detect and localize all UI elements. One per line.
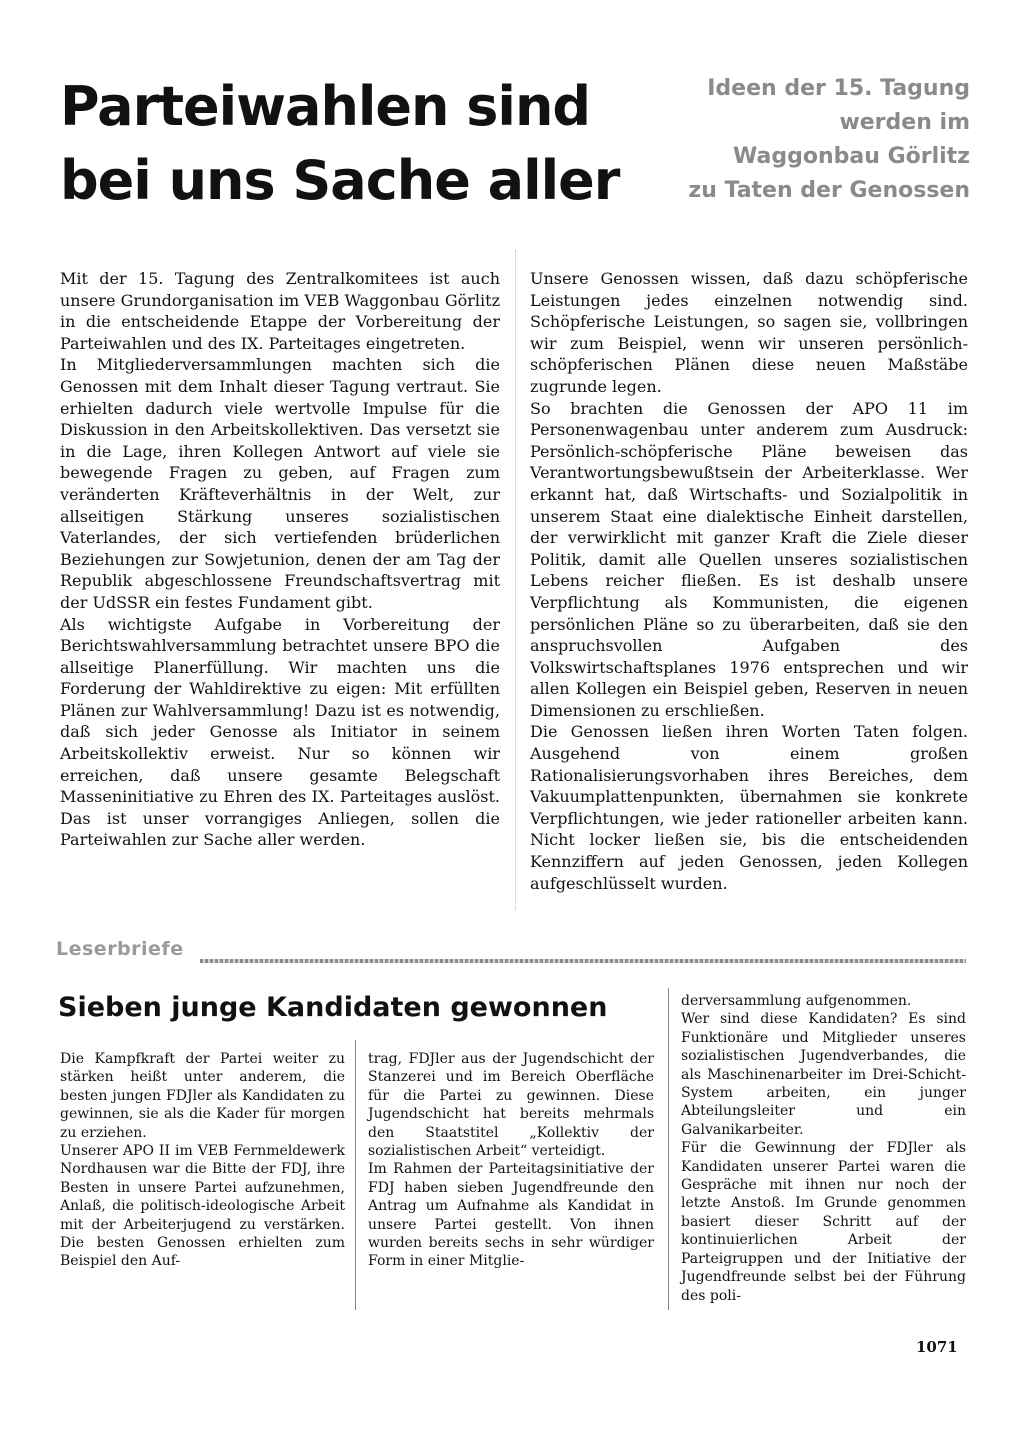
paragraph: Die Kampfkraft der Partei weiter zu stärken heißt unter anderem, die besten jungen FDJler als Kandidaten zu gewinnen, sie als die Kader für morgen zu erziehen. bbox=[60, 1051, 345, 1141]
letter-headline: Sieben junge Kandidaten gewonnen bbox=[58, 992, 608, 1023]
article-column-right bbox=[530, 268, 968, 894]
kicker-line: werden im bbox=[839, 110, 970, 135]
column-divider bbox=[668, 988, 669, 1310]
article-column-left bbox=[60, 268, 500, 851]
paragraph: derversammlung aufgenommen. bbox=[681, 993, 912, 1009]
paragraph: Wer sind diese Kandidaten? Es sind Funktionäre und Mitglieder unseres sozialistischen Jugendverbandes, die als Maschinenarbeiter im Drei-Schicht-System arbeiten, ein junger Abteilungsleiter und ein Galvanikarbeiter. bbox=[681, 1011, 966, 1138]
column-divider bbox=[515, 250, 516, 910]
letter-column-3 bbox=[681, 992, 966, 1305]
paragraph: In Mitgliederversammlungen machten sich die Genossen mit dem Inhalt dieser Tagung vertraut. Sie erhielten dadurch viele wertvolle Impulse für die Diskussion in den Arbeitskollektiven. Das versetzt sie in die Lage, ihren Kollegen Antwort auf viele sie bewegende Fragen zu geben, auf Fragen zum veränderten Kräfteverhältnis in der Welt, zur allseitigen Stärkung unseres sozialistischen Vaterlandes, der sich vertiefenden brüderlichen Beziehungen zur Sowjetunion, denen der am Tag der Republik abgeschlossene Freundschaftsvertrag mit der UdSSR ein festes Fundament gibt. bbox=[60, 355, 500, 612]
article-kicker bbox=[650, 72, 970, 208]
article-headline bbox=[60, 70, 660, 218]
section-label: Leserbriefe bbox=[56, 938, 184, 960]
paragraph: Unserer APO II im VEB Fernmeldewerk Nordhausen war die Bitte der FDJ, ihre Besten in unsere Partei aufzunehmen, Anlaß, die politisch-ideologische Arbeit mit der Arbeiterjugend zu verstärken. Die besten Genossen erhielten zum Beispiel den Auf- bbox=[60, 1143, 345, 1270]
letter-column-2 bbox=[368, 1050, 654, 1271]
paragraph: Als wichtigste Aufgabe in Vorbereitung der Berichtswahlversammlung betrachtet unsere BPO die allseitige Planerfüllung. Wir machten uns die Forderung der Wahldirektive zu eigen: Mit erfüllten Plänen zur Wahlversammlung! Dazu ist es notwendig, daß sich jeder Genosse als Initiator in seinem Arbeitskollektiv erweist. Nur so können wir erreichen, daß unsere gesamte Belegschaft Masseninitiative zu Ehren des IX. Parteitages auslöst. Das ist unser vorrangiges Anliegen, sollen die Parteiwahlen zur Sache aller werden. bbox=[60, 614, 500, 850]
paragraph: trag, FDJler aus der Jugendschicht der Stanzerei und im Bereich Oberfläche für die Partei zu gewinnen. Diese Jugendschicht hat bereits mehrmals den Staatstitel „Kollektiv der sozialistischen Arbeit“ verteidigt. bbox=[368, 1051, 654, 1160]
paragraph: So brachten die Genossen der APO 11 im Personenwagenbau unter anderem zum Ausdruck: Persönlich-schöpferische Pläne beweisen das Verantwortungsbewußtsein der Arbeiterklasse. Wer erkannt hat, daß Wirtschafts- und Sozialpolitik in unserem Staat eine dialektische Einheit darstellen, der verwirklicht mit ganzer Kraft die Ziele dieser Politik, damit alle Quellen unseres sozialistischen Lebens reicher fließen. Es ist deshalb unsere Verpflichtung als Kommunisten, die eigenen persönlichen Pläne so zu überarbeiten, daß sie den anspruchsvollen Aufgaben des Volkswirtschaftsplanes 1976 entsprechen und wir allen Kollegen ein Beispiel geben, Reserven in neuen Dimensionen zu erschließen. bbox=[530, 398, 968, 720]
headline-line: bei uns Sache aller bbox=[60, 149, 620, 212]
paragraph: Im Rahmen der Parteitagsinitiative der FDJ haben sieben Jugendfreunde den Antrag um Aufnahme als Kandidat in unsere Partei gestellt. Von ihnen wurden bereits sechs in sehr würdiger Form in einer Mitglie- bbox=[368, 1161, 654, 1270]
section-rule bbox=[200, 959, 966, 963]
kicker-line: Ideen der 15. Tagung bbox=[707, 76, 970, 101]
letter-column-1 bbox=[60, 1050, 345, 1271]
paragraph: Mit der 15. Tagung des Zentralkomitees ist auch unsere Grundorganisation im VEB Waggonbau Görlitz in die entscheidende Etappe der Vorbereitung der Parteiwahlen und des IX. Parteitages eingetreten. bbox=[60, 269, 500, 353]
paragraph: Für die Gewinnung der FDJler als Kandidaten unserer Partei waren die Gespräche mit ihnen nur noch der letzte Anstoß. Im Grunde genommen basiert dieser Schritt auf der kontinuierlichen Arbeit der Parteigruppen und der Initiative der Jugendfreunde selbst bei der Führung des poli- bbox=[681, 1140, 966, 1304]
paragraph: Unsere Genossen wissen, daß dazu schöpferische Leistungen jedes einzelnen notwendig sind. Schöpferische Leistungen, so sagen sie, vollbringen wir zum Beispiel, wenn wir unseren persönlich-schöpferischen Plänen diese neuen Maßstäbe zugrunde legen. bbox=[530, 269, 968, 396]
kicker-line: Waggonbau Görlitz bbox=[733, 144, 970, 169]
headline-line: Parteiwahlen sind bbox=[60, 75, 591, 138]
page-number: 1071 bbox=[916, 1338, 958, 1356]
column-divider bbox=[355, 1040, 356, 1310]
paragraph: Die Genossen ließen ihren Worten Taten folgen. Ausgehend von einem großen Rationalisierungsvorhaben ihres Bereiches, dem Vakuumplattenpunkten, übernahmen sie konkrete Verpflichtungen, wie jeder rationeller arbeiten kann. Nicht locker ließen sie, bis die entscheidenden Kennziffern auf jeden Genossen, jeden Kollegen aufgeschlüsselt wurden. bbox=[530, 722, 968, 893]
kicker-line: zu Taten der Genossen bbox=[688, 178, 970, 203]
